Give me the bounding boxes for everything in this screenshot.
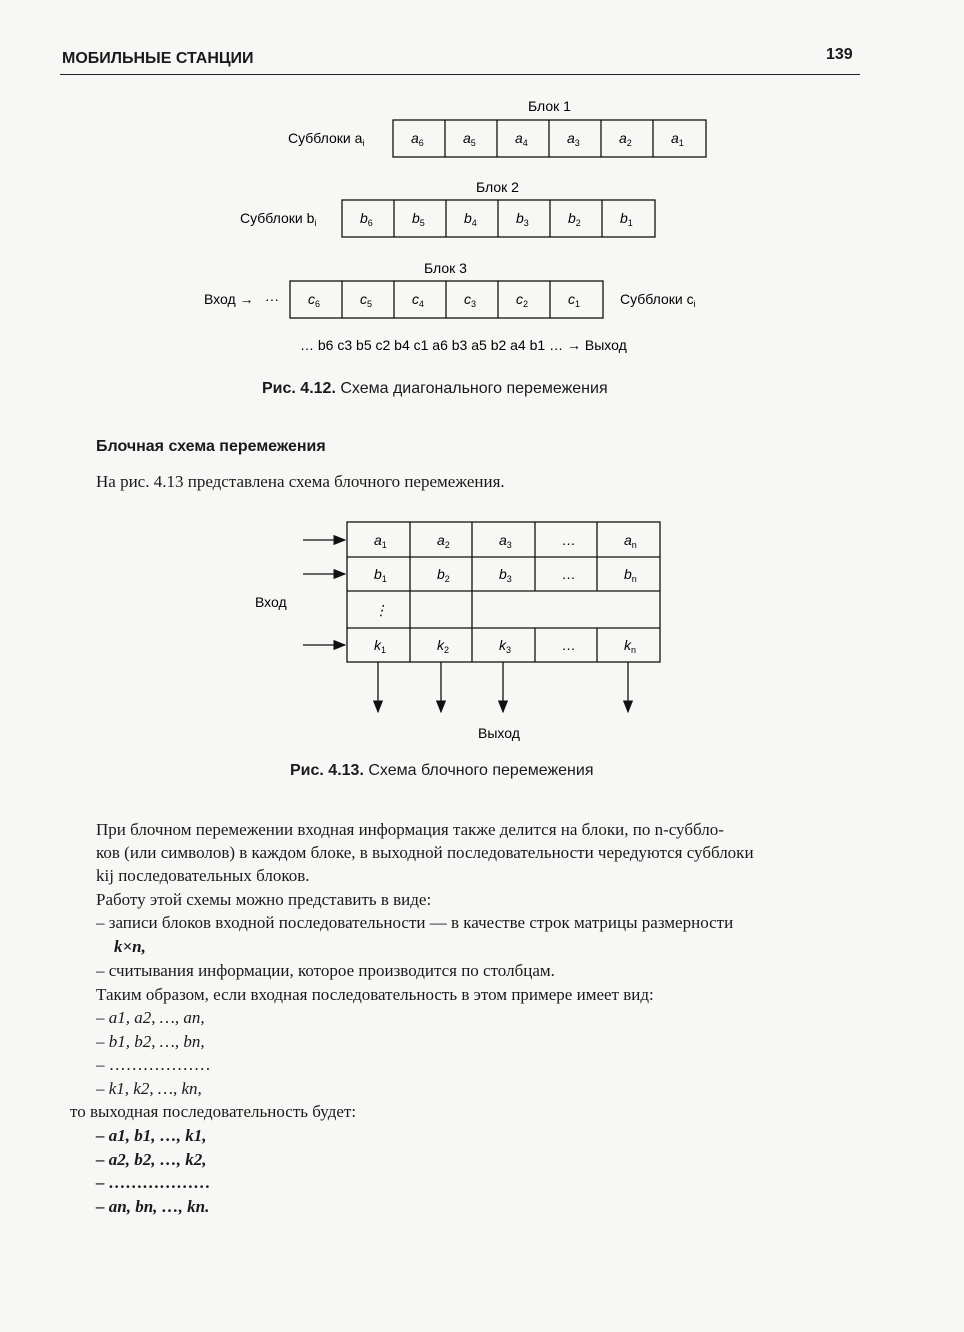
figure1-caption-text: Схема диагонального перемежения xyxy=(340,380,608,397)
matrix-cell-r2-c2: $b_2$ xyxy=(437,566,450,584)
a-cell-5: $a_2$ xyxy=(619,130,632,148)
body-line-7: – считывания информации, которое производится по столбцам. xyxy=(96,961,555,980)
body-line-1: При блочном перемежении входная информация также делится на блоки, по n-суббло- xyxy=(96,820,724,839)
input-seq-3: – ……………… xyxy=(96,1055,211,1074)
body-line-6: k×n, xyxy=(114,937,146,956)
b-cell-2: $b_5$ xyxy=(412,210,425,228)
matrix-cell-r4-c4: … xyxy=(562,637,576,653)
matrix-cell-r2-c5: $b_n$ xyxy=(624,566,637,584)
c-cell-3: $c_4$ xyxy=(412,291,425,309)
matrix-cell-r2-c1: $b_1$ xyxy=(374,566,387,584)
input-seq-4: – k1, k2, …, kn, xyxy=(96,1079,202,1098)
matrix-cell-r4-c3: $k_3$ xyxy=(499,637,512,655)
row-a-label: Субблоки $a_i$ xyxy=(288,130,365,148)
a-cell-4: $a_3$ xyxy=(567,130,580,148)
matrix-output-label: Выход xyxy=(478,725,520,741)
body-line-5: – записи блоков входной последовательности — в качестве строк матрицы размерности xyxy=(96,913,734,932)
c-cell-2: $c_5$ xyxy=(360,291,373,309)
input-seq-1: – a1, a2, …, an, xyxy=(96,1008,205,1027)
body-line-9: то выходная последовательность будет: xyxy=(70,1102,357,1121)
body-line-8: Таким образом, если входная последовательность в этом примере имеет вид: xyxy=(96,985,654,1004)
a-cell-1: $a_6$ xyxy=(411,130,424,148)
matrix-cell-r2-c3: $b_3$ xyxy=(499,566,512,584)
a-cell-6: $a_1$ xyxy=(671,130,684,148)
matrix-cell-r4-c2: $k_2$ xyxy=(437,637,450,655)
matrix-cell-r2-c4: … xyxy=(562,566,576,582)
figure1-caption-number: Рис. 4.12. xyxy=(262,380,336,397)
figure2-caption xyxy=(290,762,593,780)
input-label: Вход → xyxy=(204,291,254,307)
page-number: 139 xyxy=(826,46,853,63)
intro-paragraph: На рис. 4.13 представлена схема блочного перемежения. xyxy=(96,472,505,491)
body-line-3: kij последовательных блоков. xyxy=(96,866,310,885)
c-cell-1: $c_6$ xyxy=(308,291,321,309)
body-line-2: ков (или символов) в каждом блоке, в выходной последовательности чередуются субблоки xyxy=(96,843,754,862)
matrix-cell-r1-c5: $a_n$ xyxy=(624,532,637,550)
output-seq-2: – a2, b2, …, k2, xyxy=(96,1150,207,1169)
matrix-cell-r1-c3: $a_3$ xyxy=(499,532,512,550)
b-cell-6: $b_1$ xyxy=(620,210,633,228)
input-seq-2: – b1, b2, …, bn, xyxy=(96,1032,205,1051)
running-header: МОБИЛЬНЫЕ СТАНЦИИ xyxy=(62,50,254,67)
input-ellipsis: ··· xyxy=(265,291,279,307)
matrix-cell-r1-c4: … xyxy=(562,532,576,548)
a-cell-3: $a_4$ xyxy=(515,130,528,148)
b-cell-1: $b_6$ xyxy=(360,210,373,228)
figure2-caption-number: Рис. 4.13. xyxy=(290,762,364,779)
matrix-cell-r1-c1: $a_1$ xyxy=(374,532,387,550)
b-cell-4: $b_3$ xyxy=(516,210,529,228)
matrix-cell-r4-c5: $k_n$ xyxy=(624,637,637,655)
row-c-label: Субблоки $c_i$ xyxy=(620,291,696,309)
matrix-cell-r3-c1: ⋮ xyxy=(374,602,388,618)
block3-label: Блок 3 xyxy=(424,260,467,276)
output-seq-1: – a1, b1, …, k1, xyxy=(96,1126,207,1145)
section-title: Блочная схема перемежения xyxy=(96,438,326,455)
b-cell-3: $b_4$ xyxy=(464,210,477,228)
c-cell-5: $c_2$ xyxy=(516,291,529,309)
output-sequence: … b6 c3 b5 c2 b4 c1 a6 b3 a5 b2 a4 b1 … → Выход xyxy=(300,337,627,353)
output-seq-4: – an, bn, …, kn. xyxy=(96,1197,210,1216)
matrix-cell-r4-c1: $k_1$ xyxy=(374,637,387,655)
matrix-input-label: Вход xyxy=(255,594,287,610)
matrix-cell-r1-c2: $a_2$ xyxy=(437,532,450,550)
a-cell-2: $a_5$ xyxy=(463,130,476,148)
block1-label: Блок 1 xyxy=(528,98,571,114)
c-cell-4: $c_3$ xyxy=(464,291,477,309)
figure2-caption-text: Схема блочного перемежения xyxy=(368,762,594,779)
row-b-label: Субблоки $b_i$ xyxy=(240,210,317,228)
body-line-4: Работу этой схемы можно представить в виде: xyxy=(96,890,432,909)
block2-label: Блок 2 xyxy=(476,179,519,195)
b-cell-5: $b_2$ xyxy=(568,210,581,228)
c-cell-6: $c_1$ xyxy=(568,291,581,309)
output-seq-3: – ……………… xyxy=(96,1173,211,1192)
